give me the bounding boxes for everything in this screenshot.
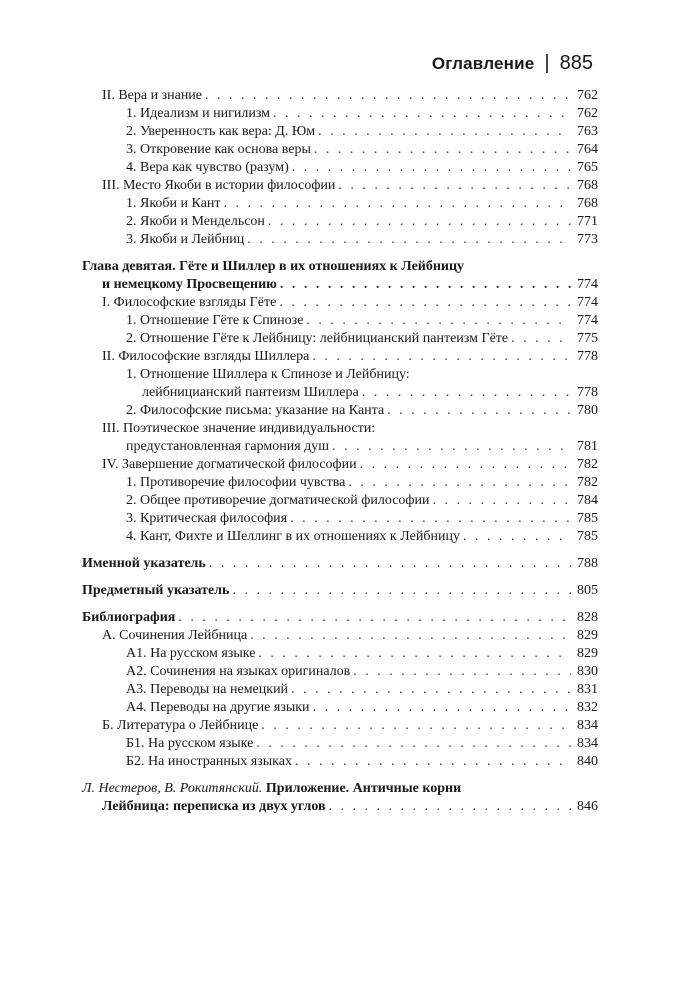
- toc-entry[interactable]: [82, 492, 598, 510]
- toc-entry[interactable]: [82, 330, 598, 348]
- toc-entry-page: 831: [577, 682, 598, 697]
- running-title: Оглавление: [431, 53, 535, 73]
- toc-entry-label: А. Сочинения Лейбница: [102, 628, 248, 643]
- appendix-title-line1: Приложение. Античные корни: [265, 781, 462, 796]
- spacer: [82, 771, 598, 780]
- toc-entry-label: Б. Литература о Лейбнице: [102, 718, 259, 733]
- toc-entry-page: 774: [577, 277, 598, 292]
- appendix-authors: Л. Нестеров, В. Рокитянский.: [82, 781, 263, 796]
- toc-entry-page: 762: [577, 88, 598, 103]
- leader-dots: [291, 681, 571, 699]
- toc-entry[interactable]: [82, 438, 598, 456]
- toc-entry[interactable]: [82, 87, 598, 105]
- toc-entry-label: Предметный указатель: [82, 583, 230, 598]
- leader-dots: [312, 348, 571, 366]
- spacer: [82, 573, 598, 582]
- toc-entry-page: 765: [577, 160, 598, 175]
- toc-entry-page: 829: [577, 628, 598, 643]
- leader-dots: [224, 195, 571, 213]
- toc-entry-label: 3. Критическая философия: [126, 511, 288, 526]
- leader-dots: [306, 312, 571, 330]
- toc-entry[interactable]: [82, 528, 598, 546]
- toc-entry-page: 778: [577, 349, 598, 364]
- toc-entry[interactable]: [82, 582, 598, 600]
- toc-entry[interactable]: [82, 627, 598, 645]
- toc-entry[interactable]: [82, 384, 598, 402]
- toc-entry-page: 768: [577, 178, 598, 193]
- toc-entry[interactable]: [82, 294, 598, 312]
- toc-entry[interactable]: [82, 456, 598, 474]
- toc-entry[interactable]: [82, 645, 598, 663]
- table-of-contents: [82, 87, 598, 816]
- appendix-heading-line: [82, 780, 598, 798]
- toc-entry-page: 805: [577, 583, 598, 598]
- toc-entry[interactable]: [82, 609, 598, 627]
- leader-dots: [314, 141, 571, 159]
- toc-entry-label: II. Философские взгляды Шиллера: [102, 349, 310, 364]
- toc-entry-page: 785: [577, 529, 598, 544]
- toc-entry[interactable]: [82, 663, 598, 681]
- toc-entry-page: 774: [577, 295, 598, 310]
- toc-entry-page: 773: [577, 232, 598, 247]
- leader-dots: [280, 276, 571, 294]
- leader-dots: [295, 753, 571, 771]
- toc-entry[interactable]: [82, 681, 598, 699]
- toc-entry[interactable]: [82, 177, 598, 195]
- toc-entry[interactable]: [82, 231, 598, 249]
- toc-entry-label: 4. Вера как чувство (разум): [126, 160, 289, 175]
- toc-entry-label: Б1. На русском языке: [126, 736, 254, 751]
- leader-dots: [332, 438, 571, 456]
- toc-entry-label: 1. Противоречие философии чувства: [126, 475, 346, 490]
- leader-dots: [329, 798, 571, 816]
- toc-entry-first-line: 1. Отношение Шиллера к Спинозе и Лейбницу:: [126, 367, 410, 382]
- header-separator: |: [544, 52, 550, 74]
- leader-dots: [232, 582, 571, 600]
- leader-dots: [178, 609, 571, 627]
- toc-entry[interactable]: [82, 699, 598, 717]
- toc-entry-page: 781: [577, 439, 598, 454]
- leader-dots: [258, 645, 571, 663]
- toc-entry-label: II. Вера и знание: [102, 88, 203, 103]
- toc-entry-label: А4. Переводы на другие языки: [126, 700, 310, 715]
- leader-dots: [273, 105, 571, 123]
- toc-entry-page: 762: [577, 106, 598, 121]
- toc-entry-label: 2. Якоби и Мендельсон: [126, 214, 265, 229]
- toc-entry-page: 834: [577, 736, 598, 751]
- leader-dots: [348, 474, 571, 492]
- toc-entry-page: 846: [577, 799, 598, 814]
- toc-entry-label: 2. Уверенность как вера: Д. Юм: [126, 124, 316, 139]
- leader-dots: [313, 699, 571, 717]
- leader-dots: [279, 294, 571, 312]
- toc-entry[interactable]: [82, 510, 598, 528]
- toc-entry[interactable]: [82, 141, 598, 159]
- toc-entry[interactable]: [82, 105, 598, 123]
- toc-entry-page: 785: [577, 511, 598, 526]
- toc-entry-page: 782: [577, 475, 598, 490]
- toc-entry-page: 771: [577, 214, 598, 229]
- page-number: 885: [559, 52, 593, 74]
- leader-dots: [250, 627, 571, 645]
- leader-dots: [290, 510, 571, 528]
- toc-entry-label: предустановленная гармония душ: [126, 439, 330, 454]
- toc-entry-label: IV. Завершение догматической философии: [102, 457, 357, 472]
- toc-entry[interactable]: [82, 798, 598, 816]
- toc-entry-label: 2. Философские письма: указание на Канта: [126, 403, 385, 418]
- toc-entry[interactable]: [82, 348, 598, 366]
- toc-entry[interactable]: [82, 402, 598, 420]
- toc-entry[interactable]: [82, 312, 598, 330]
- toc-entry-page: 830: [577, 664, 598, 679]
- spacer: [82, 600, 598, 609]
- leader-dots: [353, 663, 571, 681]
- toc-entry[interactable]: [82, 735, 598, 753]
- toc-entry-label: А1. На русском языке: [126, 646, 256, 661]
- toc-entry-page: 768: [577, 196, 598, 211]
- toc-entry-label: 1. Идеализм и нигилизм: [126, 106, 271, 121]
- toc-entry-label: III. Место Якоби в истории философии: [102, 178, 336, 193]
- leader-dots: [338, 177, 571, 195]
- leader-dots: [387, 402, 571, 420]
- toc-entry[interactable]: [82, 555, 598, 573]
- toc-entry[interactable]: [82, 159, 598, 177]
- leader-dots: [360, 456, 571, 474]
- toc-entry-label: I. Философские взгляды Гёте: [102, 295, 277, 310]
- toc-entry-page: 784: [577, 493, 598, 508]
- running-header: [432, 52, 593, 75]
- toc-entry[interactable]: [82, 123, 598, 141]
- leader-dots: [205, 87, 571, 105]
- toc-entry-page: 774: [577, 313, 598, 328]
- toc-entry-label: 1. Якоби и Кант: [126, 196, 221, 211]
- toc-entry-label: Библиография: [82, 610, 176, 625]
- toc-entry-page: 788: [577, 556, 598, 571]
- leader-dots: [511, 330, 571, 348]
- toc-entry-page: 832: [577, 700, 598, 715]
- toc-entry[interactable]: [82, 195, 598, 213]
- toc-entry-label: Лейбница: переписка из двух углов: [102, 799, 326, 814]
- toc-entry[interactable]: [82, 717, 598, 735]
- toc-entry[interactable]: [82, 213, 598, 231]
- toc-entry-label: 2. Отношение Гёте к Лейбницу: лейбницианский пантеизм Гёте: [126, 331, 509, 346]
- toc-entry-label: 1. Отношение Гёте к Спинозе: [126, 313, 304, 328]
- toc-entry-page: 764: [577, 142, 598, 157]
- leader-dots: [463, 528, 571, 546]
- leader-dots: [247, 231, 571, 249]
- toc-entry-page: 828: [577, 610, 598, 625]
- toc-entry-label: Именной указатель: [82, 556, 206, 571]
- toc-entry[interactable]: [82, 474, 598, 492]
- toc-entry-page: 780: [577, 403, 598, 418]
- toc-entry-label: 3. Откровение как основа веры: [126, 142, 311, 157]
- toc-entry-label: и немецкому Просвещению: [102, 277, 277, 292]
- toc-entry-label: 4. Кант, Фихте и Шеллинг в их отношениях к Лейбницу: [126, 529, 460, 544]
- leader-dots: [432, 492, 571, 510]
- toc-entry-page: 775: [577, 331, 598, 346]
- toc-entry-page: 778: [577, 385, 598, 400]
- toc-entry-label: лейбницианский пантеизм Шиллера: [142, 385, 359, 400]
- toc-entry-label: 3. Якоби и Лейбниц: [126, 232, 245, 247]
- toc-entry-page: 782: [577, 457, 598, 472]
- spacer: [82, 249, 598, 258]
- chapter-heading-line: Глава девятая. Гёте и Шиллер в их отношениях к Лейбницу: [82, 259, 465, 274]
- toc-entry[interactable]: [82, 276, 598, 294]
- leader-dots: [362, 384, 571, 402]
- leader-dots: [261, 717, 571, 735]
- toc-entry-label: 2. Общее противоречие догматической философии: [126, 493, 430, 508]
- toc-entry-page: 840: [577, 754, 598, 769]
- toc-entry-first-line: III. Поэтическое значение индивидуальности:: [102, 421, 376, 436]
- spacer: [82, 546, 598, 555]
- toc-entry[interactable]: [82, 753, 598, 771]
- toc-entry-page: 829: [577, 646, 598, 661]
- leader-dots: [256, 735, 571, 753]
- toc-entry-label: Б2. На иностранных языках: [126, 754, 292, 769]
- toc-entry-page: 763: [577, 124, 598, 139]
- toc-entry-page: 834: [577, 718, 598, 733]
- toc-entry-label: А3. Переводы на немецкий: [126, 682, 289, 697]
- toc-entry-label: А2. Сочинения на языках оригиналов: [126, 664, 351, 679]
- leader-dots: [318, 123, 571, 141]
- leader-dots: [268, 213, 571, 231]
- leader-dots: [209, 555, 571, 573]
- leader-dots: [292, 159, 571, 177]
